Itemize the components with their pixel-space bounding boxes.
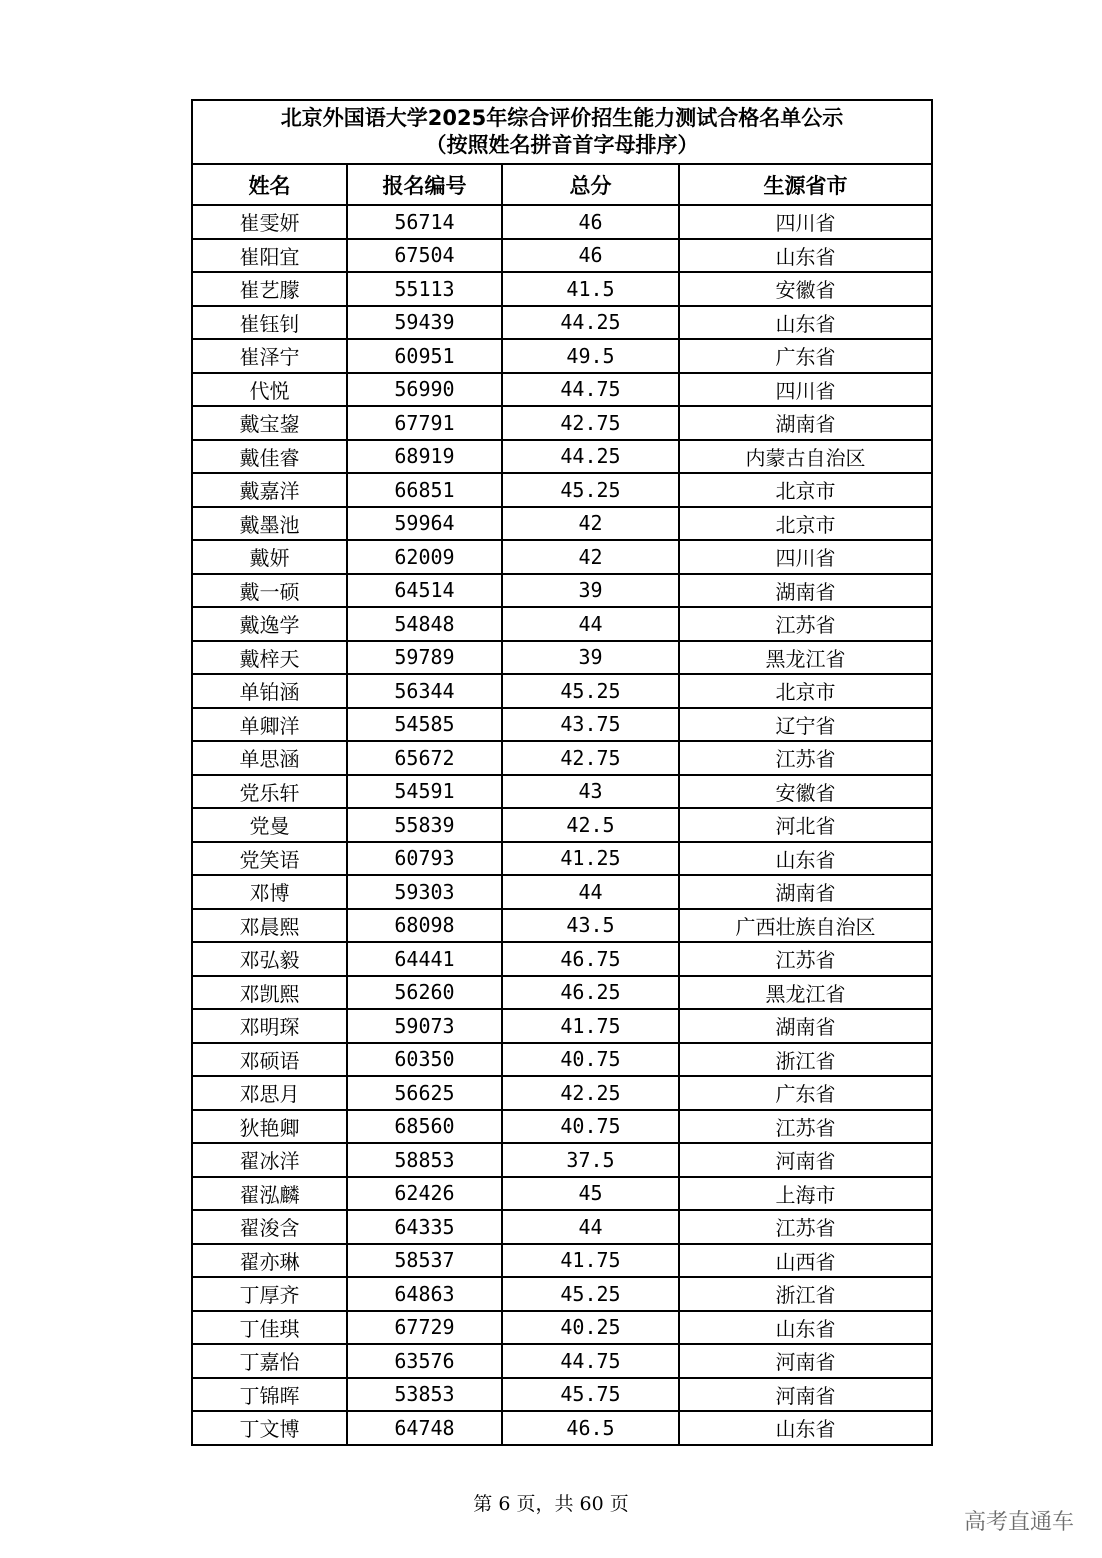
cell-score: 44.75: [502, 1344, 679, 1378]
cell-score: 41.75: [502, 1009, 679, 1043]
cell-score: 43.5: [502, 909, 679, 943]
cell-score: 41.25: [502, 842, 679, 876]
cell-name: 戴墨池: [192, 507, 347, 541]
column-header-row: [192, 164, 932, 205]
cell-reg-no: 59964: [347, 507, 502, 541]
cell-name: 戴梓天: [192, 641, 347, 675]
cell-score: 44: [502, 1210, 679, 1244]
table-row: [192, 574, 932, 608]
cell-name: 单卿洋: [192, 708, 347, 742]
cell-reg-no: 64335: [347, 1210, 502, 1244]
cell-reg-no: 54848: [347, 607, 502, 641]
cell-province: 北京市: [679, 473, 932, 507]
table-subtitle: （按照姓名拼音首字母排序）: [425, 133, 699, 157]
cell-score: 41.5: [502, 272, 679, 306]
table-row: [192, 976, 932, 1010]
cell-score: 44.25: [502, 306, 679, 340]
cell-score: 40.75: [502, 1043, 679, 1077]
cell-reg-no: 55113: [347, 272, 502, 306]
table-row: [192, 808, 932, 842]
cell-province: 北京市: [679, 674, 932, 708]
cell-score: 44.25: [502, 440, 679, 474]
cell-name: 戴嘉洋: [192, 473, 347, 507]
cell-reg-no: 56990: [347, 373, 502, 407]
table-row: [192, 507, 932, 541]
table-row: [192, 1110, 932, 1144]
cell-name: 邓博: [192, 875, 347, 909]
table-row: [192, 239, 932, 273]
table-row: [192, 1378, 932, 1412]
cell-score: 45: [502, 1177, 679, 1211]
cell-reg-no: 68560: [347, 1110, 502, 1144]
cell-name: 翟泓麟: [192, 1177, 347, 1211]
cell-province: 河南省: [679, 1143, 932, 1177]
table-body: [192, 205, 932, 1445]
cell-name: 崔钰钊: [192, 306, 347, 340]
cell-score: 39: [502, 574, 679, 608]
cell-reg-no: 56344: [347, 674, 502, 708]
table-row: [192, 909, 932, 943]
cell-reg-no: 64748: [347, 1411, 502, 1445]
cell-name: 党乐轩: [192, 775, 347, 809]
cell-score: 41.75: [502, 1244, 679, 1278]
cell-reg-no: 59439: [347, 306, 502, 340]
cell-name: 戴宝鋆: [192, 406, 347, 440]
table-row: [192, 406, 932, 440]
cell-reg-no: 62009: [347, 540, 502, 574]
cell-province: 安徽省: [679, 775, 932, 809]
cell-province: 湖南省: [679, 406, 932, 440]
cell-reg-no: 64863: [347, 1277, 502, 1311]
table-row: [192, 1076, 932, 1110]
cell-name: 单铂涵: [192, 674, 347, 708]
cell-reg-no: 64441: [347, 942, 502, 976]
cell-province: 广西壮族自治区: [679, 909, 932, 943]
cell-reg-no: 59073: [347, 1009, 502, 1043]
cell-province: 江苏省: [679, 741, 932, 775]
cell-name: 邓思月: [192, 1076, 347, 1110]
table-row: [192, 473, 932, 507]
cell-province: 湖南省: [679, 875, 932, 909]
cell-province: 湖南省: [679, 1009, 932, 1043]
cell-reg-no: 65672: [347, 741, 502, 775]
cell-score: 44: [502, 875, 679, 909]
cell-reg-no: 63576: [347, 1344, 502, 1378]
cell-score: 42: [502, 507, 679, 541]
cell-reg-no: 56625: [347, 1076, 502, 1110]
cell-score: 39: [502, 641, 679, 675]
cell-name: 丁厚齐: [192, 1277, 347, 1311]
cell-province: 安徽省: [679, 272, 932, 306]
cell-name: 丁锦晖: [192, 1378, 347, 1412]
cell-province: 河南省: [679, 1344, 932, 1378]
table-row: [192, 205, 932, 239]
table-row: [192, 1311, 932, 1345]
cell-reg-no: 67504: [347, 239, 502, 273]
cell-score: 44: [502, 607, 679, 641]
cell-reg-no: 60350: [347, 1043, 502, 1077]
cell-name: 党笑语: [192, 842, 347, 876]
cell-score: 43.75: [502, 708, 679, 742]
cell-score: 43: [502, 775, 679, 809]
cell-province: 广东省: [679, 1076, 932, 1110]
table-title: 北京外国语大学2025年综合评价招生能力测试合格名单公示: [280, 106, 844, 130]
cell-name: 邓明琛: [192, 1009, 347, 1043]
table-title-block: [192, 100, 932, 164]
cell-score: 42.75: [502, 406, 679, 440]
cell-score: 46.75: [502, 942, 679, 976]
cell-score: 46.25: [502, 976, 679, 1010]
cell-score: 37.5: [502, 1143, 679, 1177]
cell-province: 山东省: [679, 1411, 932, 1445]
cell-reg-no: 62426: [347, 1177, 502, 1211]
cell-name: 翟冰洋: [192, 1143, 347, 1177]
table-row: [192, 1277, 932, 1311]
cell-name: 戴妍: [192, 540, 347, 574]
cell-name: 丁佳琪: [192, 1311, 347, 1345]
cell-score: 44.75: [502, 373, 679, 407]
cell-reg-no: 66851: [347, 473, 502, 507]
table-row: [192, 875, 932, 909]
table-row: [192, 1411, 932, 1445]
cell-reg-no: 54591: [347, 775, 502, 809]
cell-province: 浙江省: [679, 1277, 932, 1311]
table-row: [192, 708, 932, 742]
cell-name: 翟亦琳: [192, 1244, 347, 1278]
column-header-province: 生源省市: [679, 164, 932, 205]
cell-province: 广东省: [679, 339, 932, 373]
cell-name: 单思涵: [192, 741, 347, 775]
cell-reg-no: 59789: [347, 641, 502, 675]
cell-province: 黑龙江省: [679, 976, 932, 1010]
table-row: [192, 540, 932, 574]
cell-reg-no: 64514: [347, 574, 502, 608]
cell-score: 42.25: [502, 1076, 679, 1110]
table-row: [192, 1043, 932, 1077]
table-row: [192, 339, 932, 373]
cell-reg-no: 68919: [347, 440, 502, 474]
cell-name: 戴逸学: [192, 607, 347, 641]
cell-province: 山西省: [679, 1244, 932, 1278]
column-header-name: 姓名: [192, 164, 347, 205]
table-row: [192, 1009, 932, 1043]
watermark-text: 高考直通车: [963, 1510, 1074, 1535]
cell-score: 42.5: [502, 808, 679, 842]
table-row: [192, 842, 932, 876]
table-row: [192, 373, 932, 407]
cell-reg-no: 59303: [347, 875, 502, 909]
table-row: [192, 1210, 932, 1244]
cell-score: 45.25: [502, 674, 679, 708]
table-row: [192, 1344, 932, 1378]
table-row: [192, 440, 932, 474]
cell-reg-no: 53853: [347, 1378, 502, 1412]
cell-name: 戴佳睿: [192, 440, 347, 474]
qualified-list-table: [191, 99, 933, 1446]
cell-reg-no: 58853: [347, 1143, 502, 1177]
cell-reg-no: 67729: [347, 1311, 502, 1345]
table-row: [192, 1177, 932, 1211]
cell-province: 北京市: [679, 507, 932, 541]
cell-reg-no: 60951: [347, 339, 502, 373]
cell-province: 山东省: [679, 239, 932, 273]
cell-province: 上海市: [679, 1177, 932, 1211]
cell-score: 46: [502, 239, 679, 273]
cell-name: 崔泽宁: [192, 339, 347, 373]
table-row: [192, 1244, 932, 1278]
cell-reg-no: 55839: [347, 808, 502, 842]
cell-name: 邓晨熙: [192, 909, 347, 943]
cell-name: 党曼: [192, 808, 347, 842]
cell-name: 崔阳宜: [192, 239, 347, 273]
table-row: [192, 741, 932, 775]
cell-province: 山东省: [679, 1311, 932, 1345]
cell-province: 湖南省: [679, 574, 932, 608]
cell-name: 代悦: [192, 373, 347, 407]
column-header-score: 总分: [502, 164, 679, 205]
table-row: [192, 1143, 932, 1177]
cell-score: 45.75: [502, 1378, 679, 1412]
table-row: [192, 272, 932, 306]
column-header-reg-no: 报名编号: [347, 164, 502, 205]
cell-name: 邓弘毅: [192, 942, 347, 976]
cell-province: 江苏省: [679, 942, 932, 976]
cell-name: 崔雯妍: [192, 205, 347, 239]
cell-name: 丁文博: [192, 1411, 347, 1445]
cell-province: 辽宁省: [679, 708, 932, 742]
cell-province: 黑龙江省: [679, 641, 932, 675]
cell-province: 四川省: [679, 540, 932, 574]
cell-province: 江苏省: [679, 607, 932, 641]
table-row: [192, 641, 932, 675]
cell-score: 42.75: [502, 741, 679, 775]
cell-reg-no: 56260: [347, 976, 502, 1010]
cell-province: 山东省: [679, 842, 932, 876]
cell-province: 河南省: [679, 1378, 932, 1412]
cell-name: 邓凯熙: [192, 976, 347, 1010]
cell-reg-no: 58537: [347, 1244, 502, 1278]
cell-score: 46: [502, 205, 679, 239]
table-row: [192, 306, 932, 340]
cell-name: 翟浚含: [192, 1210, 347, 1244]
cell-province: 江苏省: [679, 1210, 932, 1244]
cell-name: 戴一硕: [192, 574, 347, 608]
cell-score: 45.25: [502, 473, 679, 507]
cell-province: 江苏省: [679, 1110, 932, 1144]
table-row: [192, 607, 932, 641]
cell-province: 四川省: [679, 205, 932, 239]
cell-name: 丁嘉怡: [192, 1344, 347, 1378]
table-row: [192, 942, 932, 976]
cell-score: 40.25: [502, 1311, 679, 1345]
cell-province: 浙江省: [679, 1043, 932, 1077]
cell-reg-no: 54585: [347, 708, 502, 742]
cell-name: 崔艺朦: [192, 272, 347, 306]
page-number: 第 6 页，共 60 页: [473, 1493, 629, 1515]
cell-reg-no: 67791: [347, 406, 502, 440]
cell-reg-no: 56714: [347, 205, 502, 239]
cell-reg-no: 68098: [347, 909, 502, 943]
cell-province: 内蒙古自治区: [679, 440, 932, 474]
cell-score: 46.5: [502, 1411, 679, 1445]
cell-province: 河北省: [679, 808, 932, 842]
cell-score: 45.25: [502, 1277, 679, 1311]
cell-score: 42: [502, 540, 679, 574]
cell-name: 狄艳卿: [192, 1110, 347, 1144]
cell-province: 四川省: [679, 373, 932, 407]
table-row: [192, 674, 932, 708]
table-row: [192, 775, 932, 809]
cell-reg-no: 60793: [347, 842, 502, 876]
cell-score: 49.5: [502, 339, 679, 373]
cell-score: 40.75: [502, 1110, 679, 1144]
cell-province: 山东省: [679, 306, 932, 340]
cell-name: 邓硕语: [192, 1043, 347, 1077]
